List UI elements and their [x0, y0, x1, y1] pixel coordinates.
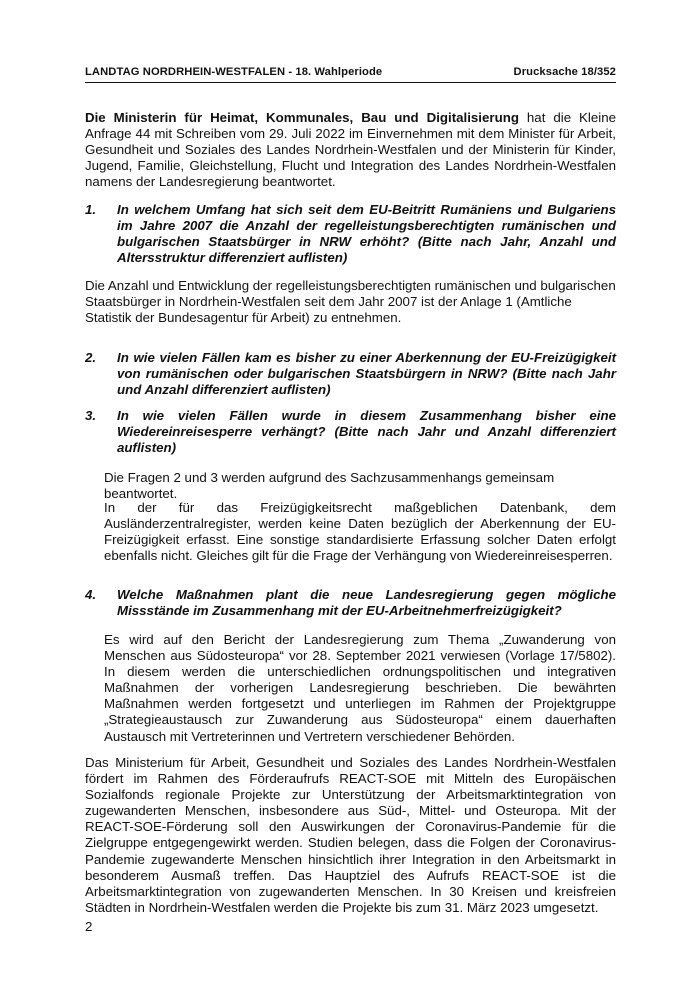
intro-paragraph	[85, 110, 616, 190]
intro-ministry: Die Ministerin für Heimat, Kommunales, Bau und Digitalisierung	[85, 110, 519, 125]
answer-4-paragraph-1: Es wird auf den Bericht der Landesregierung zum Thema „Zuwanderung von Menschen aus Südosteuropa“ vor 28. September 2021 verwiesen (Vorlage 17/5802). In diesem werden die unterschiedlichen ordnungspolitischen und integrativen Maßnahmen der vorherigen Landesregierung beschrieben. Die bewährten Maßnahmen werden fortgesetzt und unterliegen im Rahmen der Projektgruppe „Strategieaustausch zur Zuwanderung aus Südosteuropa“ einem dauerhaften Austausch mit Vertreterinnen und Vertretern verschiedener Behörden.	[104, 632, 616, 744]
question-number: 4.	[85, 587, 97, 602]
question-text: Welche Maßnahmen plant die neue Landesregierung gegen mögliche Missstände im Zusammenhang mit der EU-Arbeitnehmerfreizügigkeit?	[117, 587, 616, 619]
answer-4-paragraph-2: Das Ministerium für Arbeit, Gesundheit und Soziales des Landes Nordrhein-Westfalen fördert im Rahmen des Förderaufrufs REACT-SOE mit Mitteln des Europäischen Sozialfonds regionale Projekte zur Unterstützung der Arbeitsmarktintegration von zugewanderten Menschen, insbesondere aus Süd-, Mittel- und Osteuropa. Mit der REACT-SOE-Förderung soll den Auswirkungen der Coronavirus-Pandemie für die Zielgruppe entgegengewirkt werden. Studien belegen, dass die Folgen der Coronavirus-Pandemie zugewanderte Menschen hinsichtlich ihrer Integration in den Arbeitsmarkt in besonderem Ausmaß treffen. Das Hauptziel des Aufrufs REACT-SOE ist die Arbeitsmarktintegration von zugewanderten Menschen. In 30 Kreisen und kreisfreien Städten in Nordrhein-Westfalen werden die Projekte bis zum 31. März 2023 umgesetzt.	[85, 755, 616, 915]
intro-text: hat die Kleine Anfrage 44 mit Schreiben vom 29. Juli 2022 im Einvernehmen mit dem Minister für Arbeit, Gesundheit und Soziales des Landes Nordrhein-Westfalen und der Ministerin für Kinder, Jugend, Familie, Gleichstellung, Flucht und Integration des Landes Nordrhein-Westfalen namens der Landesregierung beantwortet.	[85, 110, 617, 190]
question-text: In wie vielen Fällen kam es bisher zu einer Aberkennung der EU-Freizügigkeit von rumänischen oder bulgarischen Staatsbürgern in NRW? (Bitte nach Jahr und Anzahl differenziert auflisten)	[117, 350, 616, 398]
header-document-number: Drucksache 18/352	[513, 66, 616, 78]
header-title: LANDTAG NORDRHEIN-WESTFALEN - 18. Wahlperiode	[85, 66, 383, 78]
header-rule	[85, 82, 616, 83]
question-number: 1.	[85, 202, 97, 217]
page-header	[85, 66, 616, 78]
answer-2-3: In der für das Freizügigkeitsrecht maßgeblichen Datenbank, dem Ausländerzentralregister, werden keine Daten bezüglich der Aberkennung der EU-Freizügigkeit erfasst. Eine sonstige standardisierte Erfassung solcher Daten erfolgt ebenfalls nicht. Gleiches gilt für die Frage der Verhängung von Wiedereinreisesperren.	[104, 500, 616, 564]
question-number: 3.	[85, 408, 97, 423]
question-number: 2.	[85, 350, 97, 365]
question-text: In welchem Umfang hat sich seit dem EU-Beitritt Rumäniens und Bulgariens im Jahre 2007 die Anzahl der regelleistungsberechtigten rumänischen und bulgarischen Staatsbürger in NRW erhöht? (Bitte nach Jahr, Anzahl und Altersstruktur differenziert auflisten)	[117, 202, 616, 266]
question-1	[85, 202, 616, 266]
answer-2-3-intro: Die Fragen 2 und 3 werden aufgrund des Sachzusammenhangs gemeinsam beantwortet.	[104, 470, 555, 502]
question-3	[85, 408, 616, 456]
question-2	[85, 350, 616, 398]
page-number: 2	[85, 919, 93, 934]
question-4	[85, 587, 616, 619]
question-text: In wie vielen Fällen wurde in diesem Zusammenhang bisher eine Wiedereinreisesperre verhängt? (Bitte nach Jahr und Anzahl differenziert auflisten)	[117, 408, 616, 456]
answer-1: Die Anzahl und Entwicklung der regelleistungsberechtigten rumänischen und bulgarischen Staatsbürger in Nordrhein-Westfalen seit dem Jahr 2007 ist der Anlage 1 (Amtliche Statistik der Bundesagentur für Arbeit) zu entnehmen.	[85, 278, 616, 326]
